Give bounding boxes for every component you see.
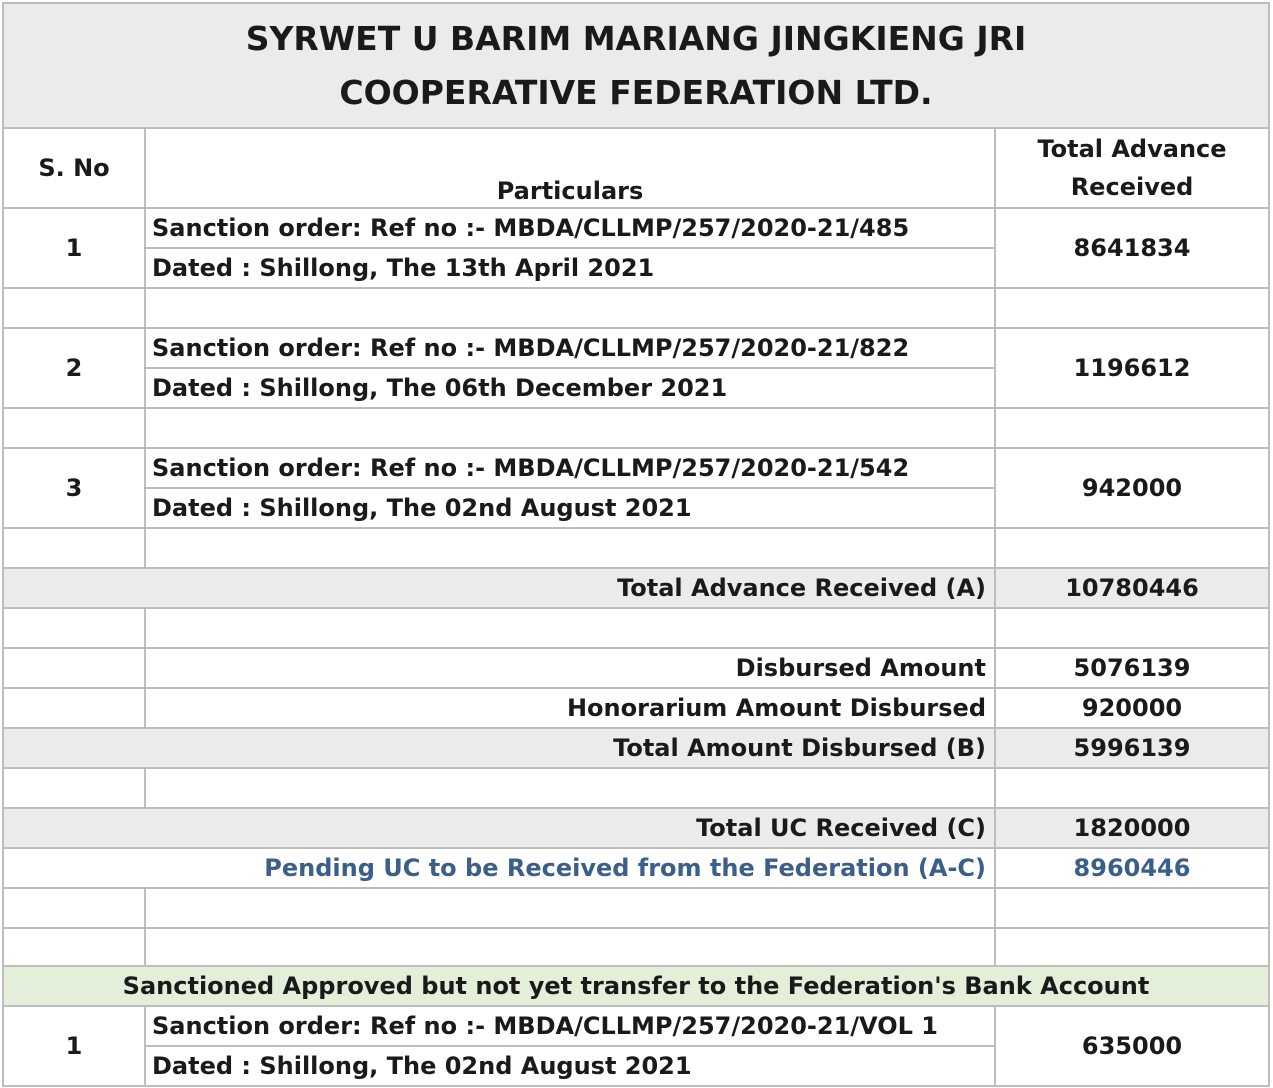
empty-cell xyxy=(2,527,146,569)
total-uc-value: 1820000 xyxy=(994,807,1270,849)
empty-cell xyxy=(2,407,146,449)
honorarium-label: Honorarium Amount Disbursed xyxy=(144,687,996,729)
header-sno: S. No xyxy=(2,127,146,209)
sanction-3-ref: Sanction order: Ref no :- MBDA/CLLMP/257/2020-21/542 xyxy=(144,447,996,489)
empty-cell xyxy=(2,687,146,729)
empty-cell xyxy=(2,927,146,969)
sanction-3-dated: Dated : Shillong, The 02nd August 2021 xyxy=(144,487,996,529)
empty-cell xyxy=(144,287,996,329)
empty-cell xyxy=(994,527,1270,569)
title-line-2: COOPERATIVE FEDERATION LTD. xyxy=(339,72,933,112)
empty-cell xyxy=(144,407,996,449)
disbursed-label: Disbursed Amount xyxy=(144,647,996,689)
total-advance-label: Total Advance Received (A) xyxy=(2,567,996,609)
sanction-2-amount: 1196612 xyxy=(994,327,1270,409)
header-particulars: Particulars xyxy=(144,127,996,209)
sanction-2-sno: 2 xyxy=(2,327,146,409)
total-disbursed-label: Total Amount Disbursed (B) xyxy=(2,727,996,769)
sanction-1-dated: Dated : Shillong, The 13th April 2021 xyxy=(144,247,996,289)
empty-cell xyxy=(994,607,1270,649)
sanction-1-amount: 8641834 xyxy=(994,207,1270,289)
title-cell xyxy=(2,2,1270,129)
page-title xyxy=(4,12,1268,120)
sanction-2-dated: Dated : Shillong, The 06th December 2021 xyxy=(144,367,996,409)
empty-cell xyxy=(2,287,146,329)
pending-sanction-ref: Sanction order: Ref no :- MBDA/CLLMP/257/2020-21/VOL 1 xyxy=(144,1005,996,1047)
empty-cell xyxy=(994,767,1270,809)
empty-cell xyxy=(144,887,996,929)
pending-uc-value: 8960446 xyxy=(994,847,1270,889)
disbursed-value: 5076139 xyxy=(994,647,1270,689)
total-disbursed-value: 5996139 xyxy=(994,727,1270,769)
header-total-advance xyxy=(994,127,1270,209)
sanction-3-sno: 3 xyxy=(2,447,146,529)
empty-cell xyxy=(144,927,996,969)
section-heading: Sanctioned Approved but not yet transfer to the Federation's Bank Account xyxy=(2,965,1270,1007)
sanction-1-ref: Sanction order: Ref no :- MBDA/CLLMP/257/2020-21/485 xyxy=(144,207,996,249)
title-line-1: SYRWET U BARIM MARIANG JINGKIENG JRI xyxy=(245,18,1027,58)
empty-cell xyxy=(994,287,1270,329)
header-total-line-1: Total Advance xyxy=(1037,135,1227,163)
pending-sanction-dated: Dated : Shillong, The 02nd August 2021 xyxy=(144,1045,996,1087)
empty-cell xyxy=(2,607,146,649)
empty-cell xyxy=(144,767,996,809)
sanction-3-amount: 942000 xyxy=(994,447,1270,529)
honorarium-value: 920000 xyxy=(994,687,1270,729)
empty-cell xyxy=(994,927,1270,969)
total-uc-label: Total UC Received (C) xyxy=(2,807,996,849)
empty-cell xyxy=(2,887,146,929)
header-total-line-2: Received xyxy=(1070,173,1194,201)
empty-cell xyxy=(144,527,996,569)
pending-sanction-amount: 635000 xyxy=(994,1005,1270,1087)
empty-cell xyxy=(144,607,996,649)
empty-cell xyxy=(2,647,146,689)
empty-cell xyxy=(994,887,1270,929)
empty-cell xyxy=(2,767,146,809)
sanction-2-ref: Sanction order: Ref no :- MBDA/CLLMP/257/2020-21/822 xyxy=(144,327,996,369)
sanction-1-sno: 1 xyxy=(2,207,146,289)
total-advance-value: 10780446 xyxy=(994,567,1270,609)
pending-uc-label: Pending UC to be Received from the Federation (A-C) xyxy=(2,847,996,889)
pending-sanction-sno: 1 xyxy=(2,1005,146,1087)
empty-cell xyxy=(994,407,1270,449)
